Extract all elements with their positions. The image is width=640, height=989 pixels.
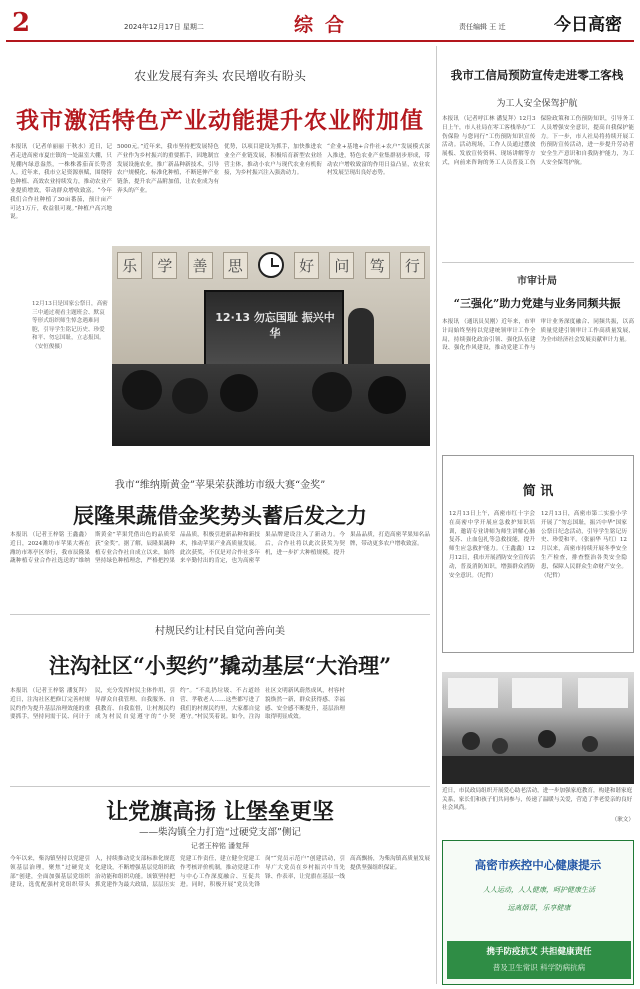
article1-headline: 我市激活特色产业动能提升农业附加值 <box>16 108 424 134</box>
section-title: 综合 <box>294 14 357 36</box>
article1-kicker: 农业发展有奔头 农民增收有盼头 <box>134 69 306 83</box>
photo2-credit: （耿文） <box>611 817 634 823</box>
page-header <box>6 4 634 42</box>
article6-kicker: 市审计局 <box>517 276 557 287</box>
screen-text: 12·13 勿忘国耻 振兴中华 <box>215 311 335 340</box>
banner-char: 行 <box>400 252 425 279</box>
photo-window <box>578 678 628 708</box>
article6-body: 本报讯 （通讯员吴刚）近年来，市审计局始终坚持以党建统领审计工作全局，持续强化政治引领、强化队伍建设、强化作风建设，推动党建工作与审计业务深度融合、同频共振，以高质量党建引领审计工作高质量发展，为全市经济社会发展贡献审计力量。 <box>442 319 634 352</box>
brief-news-box <box>442 455 634 653</box>
motto-banner <box>112 248 430 282</box>
divider <box>442 262 634 263</box>
activity-photo <box>442 672 634 784</box>
article5-headline: 我市工信局预防宣传走进零工客栈 <box>450 68 624 82</box>
masthead: 今日高密 <box>554 15 622 35</box>
article4-body: 今年以来，柴沟镇坚持以党建引领基层治理，聚焦“过硬党支部”创建，全面加强基层党组织建设，选优配强村党组织带头人，持续推动党支部标准化规范化建设，不断增强基层党组织政治功能和组织功能。该镇坚持把抓党建作为最大政绩，层层压实党建工作责任，建立健全党建工作考核评价机制，推动党建工作与中心工作深度融合、互促共进。同时，积极开展“党员先锋岗”“党员示范户”创建活动，引导广大党员在乡村振兴中当先锋、作表率，让党旗在基层一线高高飘扬，为柴沟镇高质量发展提供坚强组织保证。 <box>10 856 430 889</box>
projector-screen <box>204 290 344 368</box>
banner-char: 笃 <box>365 252 390 279</box>
article1-col2: 5000元。”近年来，我市坚持把发展特色产业作为乡村振兴的重要抓手，因地制宜发展设施农业，推广新品种新技术，引导农户规模化、标准化种植，不断延伸产业链条，提升农产品附加值，让农业成为有奔头的产业。 <box>117 144 219 194</box>
photo-window <box>512 678 562 708</box>
banner-char: 问 <box>329 252 354 279</box>
article4-headline: 让党旗高扬 让堡垒更坚 <box>106 799 334 825</box>
students <box>112 364 430 446</box>
article3-body: 本报讯 （记者王梓铭 潘复拜）近日，注沟社区把修订完善村规民约作为提升基层治理效能的重要抓手，坚持问需于民、问计于民，充分发挥村民主体作用，引导群众自我管理、自我服务、自我教育、自我监督，让村规民约成为村民自觉遵守的“小契约”。“不乱扔垃圾、不占道经营、孝敬老人……这些都写进了我们的村规民约里，大家都自觉遵守。”村民笑着说。如今，注沟社区文明新风蔚然成风，村容村貌焕然一新，群众获得感、幸福感、安全感不断提升，基层治理取得明显成效。 <box>10 688 345 721</box>
banner-char: 好 <box>294 252 319 279</box>
photo2-caption: 近日，市民政局组织开展爱心助老活动，进一步加强家庭教育，构建和谐家庭关系，家长们和孩子们共同参与，传递了温暖与关爱，营造了孝老爱亲的良好社会风尚。 <box>442 788 633 811</box>
wall-clock <box>258 252 284 278</box>
divider <box>10 614 430 615</box>
banner-char: 乐 <box>117 252 142 279</box>
health-title: 高密市疾控中心健康提示 <box>474 858 602 872</box>
divider <box>10 786 430 787</box>
banner-char: 学 <box>152 252 177 279</box>
article5-body: 本报讯 （记者呼江林 潘复拜）12月3日上午，市人社局在零工客栈举办“工伤保险 与您同行”工伤预防知识宣传活动。活动现场，工作人员通过摆放展板、发放宣传资料、现场讲解等方式，向前来咨询的务工人员普及工伤保险政策和工伤预防知识，引导务工人员增强安全意识，提高自我保护能力。下一步，市人社局将持续开展工伤预防宣传活动，进一步提升劳动者安全生产意识和自我防护能力，为工人安全保驾护航。 <box>442 116 634 166</box>
health-line3: 携手防疫抗艾 共担健康责任 <box>486 947 592 957</box>
health-line2: 远离烟草，乐享健康 <box>507 904 571 912</box>
article4-subheadline: ——柴沟镇全力打造“过硬党支部”侧记 <box>139 827 301 838</box>
column-divider <box>436 46 437 984</box>
article2-kicker: 我市“维纳斯黄金”苹果荣获潍坊市级大赛“金奖” <box>114 480 326 491</box>
banner-char: 思 <box>223 252 248 279</box>
article2-headline: 辰隆果蔬借金奖势头蓄后发之力 <box>73 503 367 528</box>
article1-col4: “企业+基地+合作社+农户”发展模式深入推进，特色农业产业集群初步形成，带动农户增收致富的作用日益凸显，农业农村发展呈现出良好态势。 <box>327 144 430 177</box>
banner-char: 善 <box>188 252 213 279</box>
brief-col1: 12月13日上午，高密市红十字会在高密中学开展应急救护知识培训，邀请专业讲师为师生讲解心肺复苏、止血包扎等急救技能，提升师生应急救护能力。（王鑫鑫）12月12日，我市开展消防安全宣传活动，普及消防知识，增强群众消防安全意识。（纪哲） <box>449 511 535 579</box>
health-line1: 人人运动，人人健康，呵护健康生活 <box>483 886 595 894</box>
article3-headline: 注沟社区“小契约”撬动基层“大治理” <box>48 653 392 678</box>
article3-kicker: 村规民约让村民自觉向善向美 <box>155 626 285 637</box>
brief-title: 简 讯 <box>522 484 554 499</box>
editor-line: 责任编辑 王 迁 <box>459 23 506 31</box>
health-line4: 普及卫生常识 科学防病抗病 <box>492 963 586 972</box>
classroom-photo <box>112 246 430 446</box>
date-line: 2024年12月17日 星期二 <box>124 23 204 31</box>
article2-body: 本报讯 （记者王梓铭 王鑫鑫）近日，2024潍坊市苹果大赛在潍坊市寒亭区举行，我市辰隆果蔬种植专业合作社选送的“维纳斯黄金”苹果凭借出色的品质荣获“金奖”。据了解，辰隆果蔬种植专业合作社自成立以来，始终坚持绿色种植理念，严格把控果品品质，积极引进新品种和新技术，推动苹果产业高质量发展。此次获奖，不仅是对合作社多年来辛勤付出的肯定，也为高密苹果品牌建设注入了新动力。今后，合作社将以此次获奖为契机，进一步扩大种植规模，提升果品品质，打造高密苹果知名品牌，带动更多农户增收致富。 <box>10 532 430 565</box>
article1-col1: 本报讯 （记者单丽丽 于秋水）近日，记者走进高密市夏庄镇的一处温室大棚，只见棚内绿意盎然，一株株番茄苗长势喜人。近年来，我市立足资源禀赋，围绕特色种植、高效农业持续发力，推动农业产业提质增效，带动群众增收致富。“今年我们合作社种植了30亩番茄，预计亩产可达1万斤，收益很可观。”种植户高兴地说。 <box>10 144 112 221</box>
brief-col2: 12月13日，高密市第二实验小学开展了“勿忘国耻，振兴中华”国家公祭日纪念活动，引导学生铭记历史、珍爱和平。（张丽华 马红）12月以来，高密市持续开展冬季安全生产检查，排查整治各类安全隐患，保障人民群众生命财产安全。（纪哲） <box>541 511 627 579</box>
health-banner <box>447 941 631 979</box>
photo1-caption: 12月13日是国家公祭日，高密三中通过观看主题班会、默哀等形式组织师生悼念遇难同胞，引导学生铭记历史、珍爱和平、勿忘国耻，立志报国。（安恒俊摄） <box>32 301 108 350</box>
article6-headline: “三强化”助力党建与业务同频共振 <box>453 297 621 310</box>
page-number: 2 <box>12 8 31 38</box>
article5-subheadline: 为工人安全保驾护航 <box>496 99 578 109</box>
health-tips-box <box>442 840 634 985</box>
photo-window <box>448 678 498 708</box>
article1-col3: 优势，以项目建设为抓手，加快推进农业全产业链发展，积极培育新型农业经营主体，推动小农户与现代农业有机衔接，为乡村振兴注入强劲动力。 <box>224 144 322 177</box>
article4-byline: 记者王梓铭 潘复拜 <box>190 842 250 850</box>
